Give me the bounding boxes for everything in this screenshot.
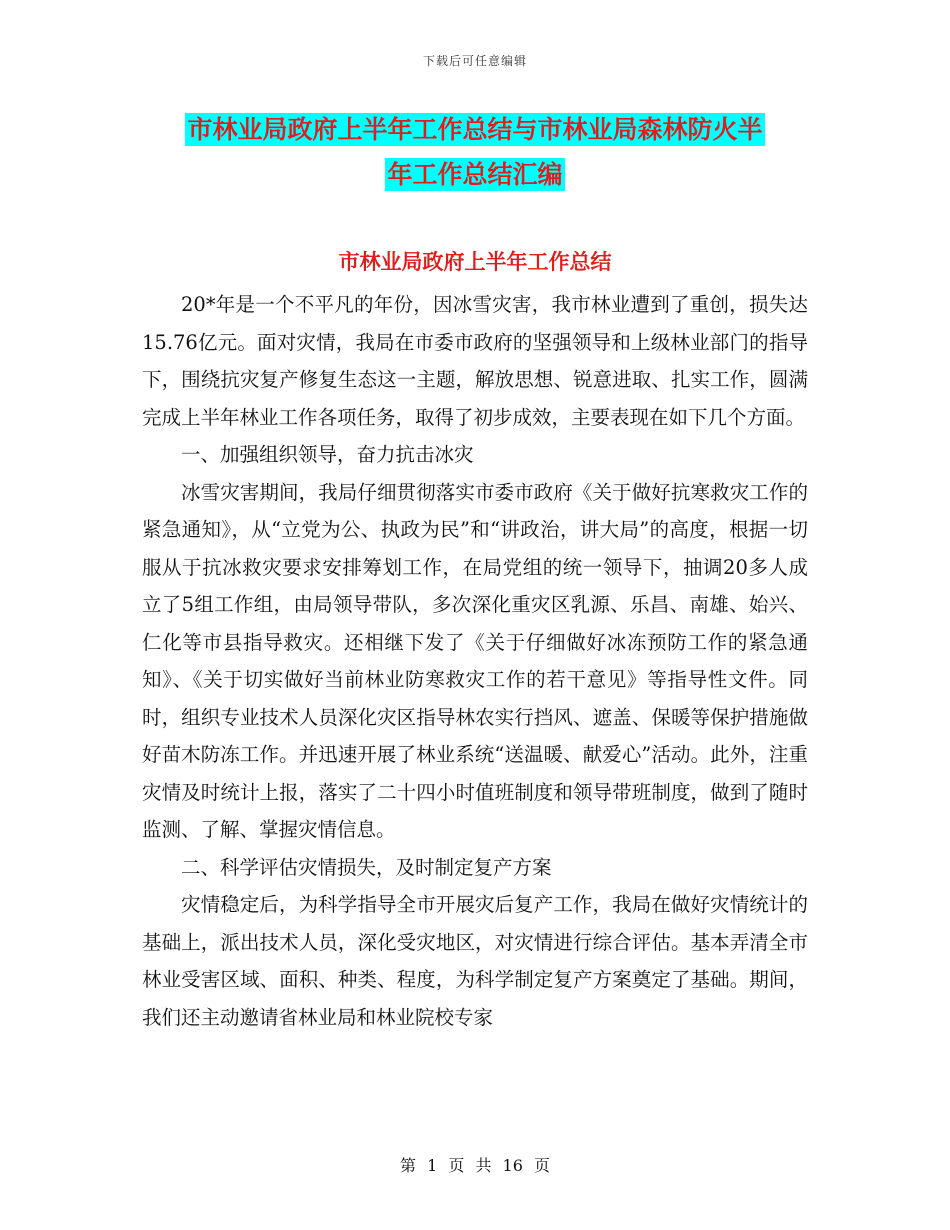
paragraph-1: 冰雪灾害期间，我局仔细贯彻落实市委市政府《关于做好抗寒救灾工作的紧急通知》，从“立党为公、执政为民”和“讲政治，讲大局”的高度，根据一切服从于抗冰救灾要求安排筹划工作，在局党组的统一领导下，抽调20多人成立了5组工作组，由局领导带队，多次深化重灾区乳源、乐昌、南雄、始兴、仁化等市县指导救灾。还相继下发了《关于仔细做好冰冻预防工作的紧急通知》、《关于切实做好当前林业防寒救灾工作的若干意见》等指导性文件。同时，组织专业技术人员深化灾区指导林农实行挡风、遮盖、保暖等保护措施做好苗木防冻工作。并迅速开展了林业系统“送温暖、献爱心”活动。此外，注重灾情及时统计上报，落实了二十四小时值班制度和领导带班制度，做到了随时监测、了解、掌握灾情信息。 [142,480,808,841]
document-title-line-2 [0,150,950,200]
paragraph-2: 灾情稳定后，为科学指导全市开展灾后复产工作，我局在做好灾情统计的基础上，派出技术人员，深化受灾地区，对灾情进行综合评估。基本弄清全市林业受害区域、面积、种类、程度，为科学制定复产方案奠定了基础。期间，我们还主动邀请省林业局和林业院校专家 [142,893,808,1029]
document-title-line-1-text: 市林业局政府上半年工作总结与市林业局森林防火半 [187,115,763,144]
paragraph-intro: 20*年是一个不平凡的年份，因冰雪灾害，我市林业遭到了重创，损失达15.76亿元。面对灾情，我局在市委市政府的坚强领导和上级林业部门的指导下，围绕抗灾复产修复生态这一主题，解放思想、锐意进取、扎实工作，圆满完成上半年林业工作各项任务，取得了初步成效，主要表现在如下几个方面。 [142,293,808,429]
heading-2: 二、科学评估灾情损失，及时制定复产方案 [181,855,552,879]
document-title-line-2-text: 年工作总结汇编 [387,160,563,189]
header-note: 下载后可任意编辑 [422,54,527,68]
document-body [142,286,808,1036]
page-footer: 第 1 页 共 16 页 [400,1156,550,1175]
section-title: 市林业局政府上半年工作总结 [338,250,612,274]
heading-1: 一、加强组织领导，奋力抗击冰灾 [181,443,474,466]
document-title-line-1 [0,105,950,155]
